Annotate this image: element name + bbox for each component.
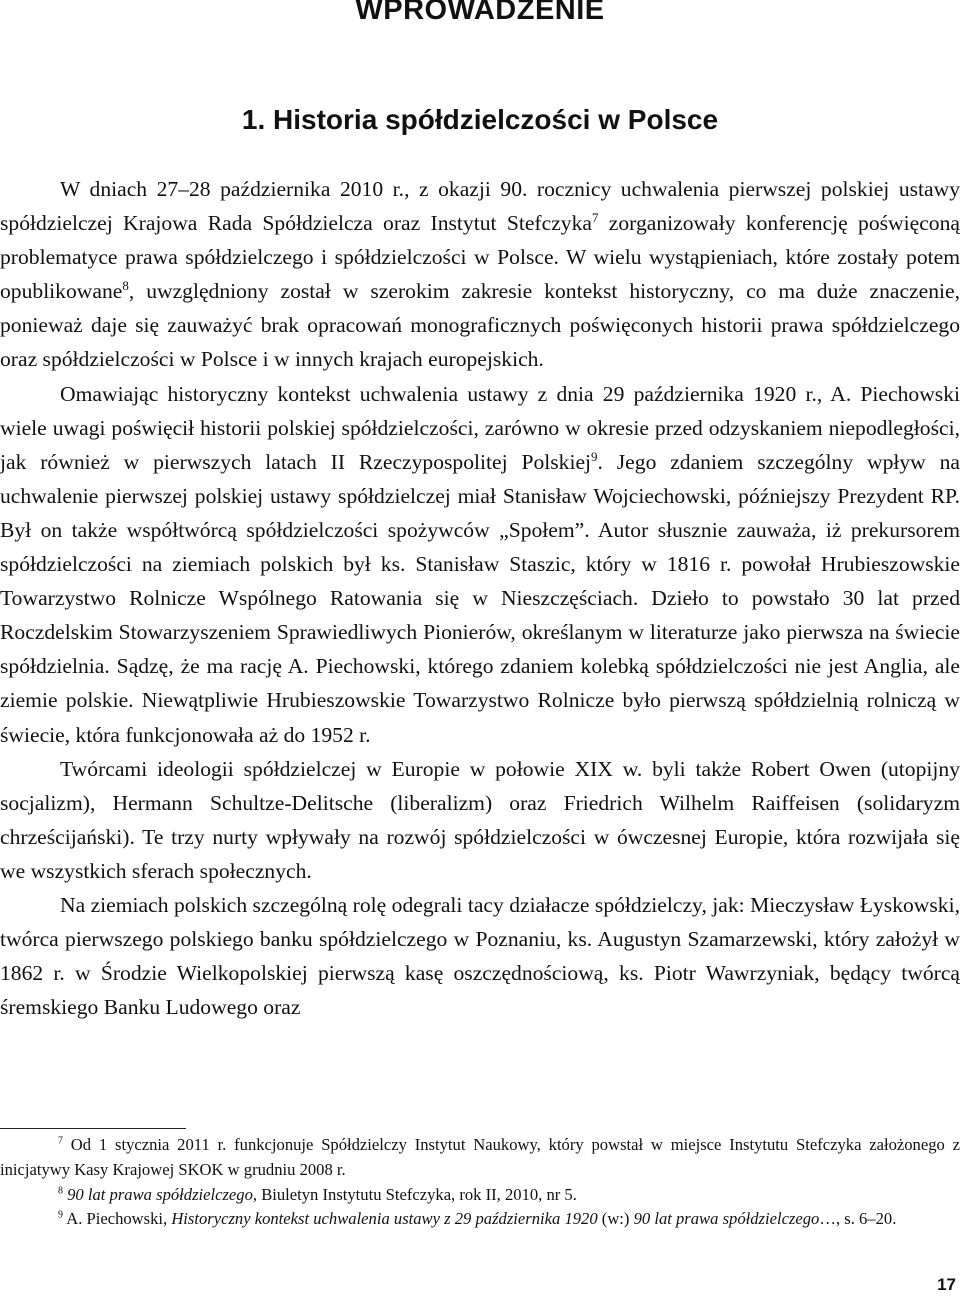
footnote-title: Historyczny kontekst uchwalenia ustawy z 29 października 1920 <box>171 1209 598 1229</box>
page-number: 17 <box>937 1275 956 1294</box>
paragraph-text: W dniach 27–28 października 2010 r., z okazji 90. rocznicy uchwalenia pierwszej polskiej ustawy spółdzielczej Krajowa Rada Spółdzielcza oraz Instytut Stefczyka <box>0 177 960 236</box>
footnote-source: 90 lat prawa spółdzielczego <box>633 1209 820 1229</box>
paragraph-text: Omawiając historyczny kontekst uchwalenia ustawy z dnia 29 października 1920 r., A. Piechowski wiele uwagi poświęcił historii polskiej spółdzielczości, zarówno w okresie przed odzyskaniem niepodległości, jak również w pierwszych latach II Rzeczypospolitej Polskiej <box>0 381 960 474</box>
footnote-number: 9 <box>58 1209 63 1221</box>
footnote-text: , Biuletyn Instytutu Stefczyka, rok II, 2010, nr 5. <box>252 1184 577 1204</box>
footnote-7 <box>0 1133 960 1183</box>
footnote-text: Od 1 stycznia 2011 r. funkcjonuje Spółdzielczy Instytut Naukowy, który powstał w miejsce Instytutu Stefczyka założonego z inicjatywy Kasy Krajowej SKOK w grudniu 2008 r. <box>0 1135 960 1179</box>
footnote-number: 8 <box>58 1185 63 1197</box>
footnote-divider <box>0 1128 186 1129</box>
footnote-8 <box>0 1183 960 1208</box>
paragraph-text: Twórcami ideologii spółdzielczej w Europie w połowie XIX w. byli także Robert Owen (utopijny socjalizm), Hermann Schultze-Delitsche (liberalizm) oraz Friedrich Wilhelm Raiffeisen (solidaryzm chrześcijański). Te trzy nurty wpływały na rozwój spółdzielczości w ówczesnej Europie, która rozwijała się we wszystkich sferach społecznych. <box>0 756 960 883</box>
main-text <box>0 172 960 1024</box>
footnote-author: A. Piechowski, <box>62 1209 172 1229</box>
paragraph-4 <box>0 888 960 1024</box>
paragraph-2 <box>0 377 960 752</box>
footnote-ref-9[interactable]: 9 <box>591 448 598 464</box>
section-title: 1. Historia spółdzielczości w Polsce <box>241 104 719 135</box>
footnote-title: 90 lat prawa spółdzielczego <box>62 1184 253 1204</box>
paragraph-text: , uwzględniony został w szerokim zakresie kontekst historyczny, co ma duże znaczenie, ponieważ daje się zauważyć brak opracowań monograficznych poświęconych historii prawa spółdzielczego oraz spółdzielczości w Polsce i w innych krajach europejskich. <box>0 279 960 372</box>
footnote-9 <box>0 1207 960 1232</box>
footnote-ref-8[interactable]: 8 <box>122 278 129 294</box>
paragraph-1 <box>0 172 960 377</box>
footnote-text: …, s. 6–20. <box>819 1209 897 1229</box>
footnote-ref-7[interactable]: 7 <box>591 209 599 225</box>
paragraph-text: Na ziemiach polskich szczególną rolę odegrali tacy działacze spółdzielczy, jak: Mieczysław Łyskowski, twórca pierwszego polskiego banku spółdzielczego w Poznaniu, ks. Augustyn Szamarzewski, który założył w 1862 r. w Środzie Wielkopolskiej pierwszą kasę oszczędnościową, ks. Piotr Wawrzyniak, będący twórcą śremskiego Banku Ludowego oraz <box>0 892 960 1020</box>
footnote-text: (w:) <box>597 1209 634 1229</box>
footnotes <box>0 1133 960 1232</box>
running-header: WPROWADZENIE <box>355 0 605 26</box>
paragraph-text: . Jego zdaniem szczególny wpływ na uchwalenie pierwszej polskiej ustawy spółdzielczej miał Stanisław Wojciechowski, późniejszy Prezydent RP. Był on także współtwórcą spółdzielczości spożywców „Społem”. Autor słusznie zauważa, iż prekursorem spółdzielczości na ziemiach polskich był ks. Stanisław Staszic, który w 1816 r. powołał Hrubieszowskie Towarzystwo Rolnicze Wspólnego Ratowania się w Nieszczęściach. Dzieło to powstało 30 lat przed Roczdelskim Stowarzyszeniem Sprawiedliwych Pionierów, określanym w literaturze jako pierwsza na świecie spółdzielnia. Sądzę, że ma rację A. Piechowski, którego zdaniem kolebką spółdzielczości nie jest Anglia, ale ziemie polskie. Niewątpliwie Hrubieszowskie Towarzystwo Rolnicze było pierwszą spółdzielnią rolniczą w świecie, która funkcjonowała aż do 1952 r. <box>0 449 960 747</box>
footnote-number: 7 <box>58 1135 63 1147</box>
paragraph-3 <box>0 752 960 888</box>
paragraph-text: zorganizowały konferencję poświęconą problematyce prawa spółdzielczego i spółdzielczości w Polsce. W wielu wystąpieniach, które zostały potem opublikowane <box>0 211 960 304</box>
